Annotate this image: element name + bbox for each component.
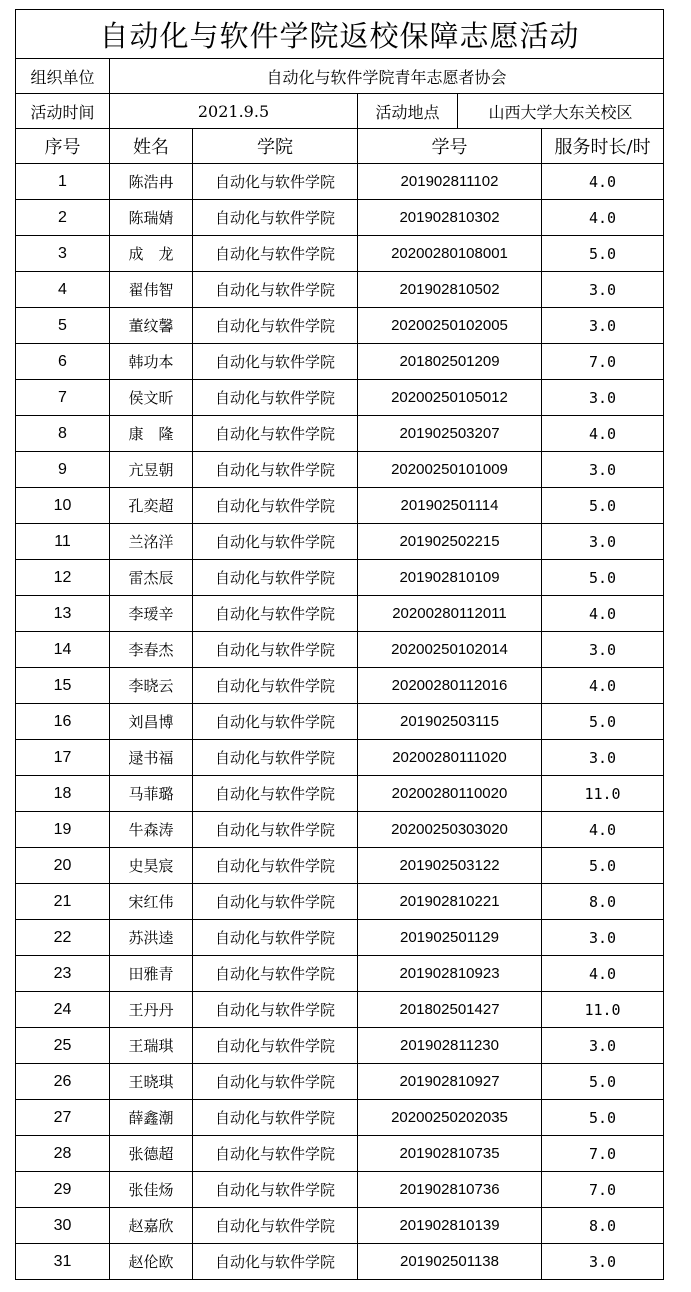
row-hours: 3.0 xyxy=(542,740,664,776)
table-row xyxy=(16,452,664,488)
row-name: 张德超 xyxy=(110,1136,193,1172)
row-college: 自动化与软件学院 xyxy=(193,956,358,992)
row-index: 19 xyxy=(16,812,110,848)
row-student-id: 20200280110020 xyxy=(358,776,542,812)
row-college: 自动化与软件学院 xyxy=(193,1064,358,1100)
row-name: 雷杰辰 xyxy=(110,560,193,596)
row-name: 李春杰 xyxy=(110,632,193,668)
row-name: 康 隆 xyxy=(110,416,193,452)
row-college: 自动化与软件学院 xyxy=(193,344,358,380)
row-index: 12 xyxy=(16,560,110,596)
row-hours: 11.0 xyxy=(542,992,664,1028)
table-row xyxy=(16,164,664,200)
row-student-id: 20200250202035 xyxy=(358,1100,542,1136)
row-index: 10 xyxy=(16,488,110,524)
row-hours: 3.0 xyxy=(542,524,664,560)
table-row xyxy=(16,956,664,992)
row-name: 李晓云 xyxy=(110,668,193,704)
table-row xyxy=(16,344,664,380)
table-row xyxy=(16,1208,664,1244)
row-name: 史昊宸 xyxy=(110,848,193,884)
row-name: 孔奕超 xyxy=(110,488,193,524)
row-student-id: 201902501138 xyxy=(358,1244,542,1280)
table-row xyxy=(16,1244,664,1280)
row-name: 王晓琪 xyxy=(110,1064,193,1100)
row-index: 2 xyxy=(16,200,110,236)
row-hours: 4.0 xyxy=(542,416,664,452)
row-hours: 5.0 xyxy=(542,488,664,524)
row-student-id: 20200250303020 xyxy=(358,812,542,848)
row-index: 4 xyxy=(16,272,110,308)
row-college: 自动化与软件学院 xyxy=(193,992,358,1028)
row-hours: 7.0 xyxy=(542,1136,664,1172)
row-index: 18 xyxy=(16,776,110,812)
header-college: 学院 xyxy=(193,129,358,164)
row-hours: 7.0 xyxy=(542,1172,664,1208)
time-value: 2021.9.5 xyxy=(110,94,358,129)
row-college: 自动化与软件学院 xyxy=(193,920,358,956)
row-college: 自动化与软件学院 xyxy=(193,1028,358,1064)
row-index: 16 xyxy=(16,704,110,740)
row-name: 薛鑫潮 xyxy=(110,1100,193,1136)
row-hours: 3.0 xyxy=(542,632,664,668)
row-student-id: 201902503115 xyxy=(358,704,542,740)
row-college: 自动化与软件学院 xyxy=(193,380,358,416)
row-index: 23 xyxy=(16,956,110,992)
volunteer-table xyxy=(15,9,664,1280)
row-hours: 7.0 xyxy=(542,344,664,380)
row-student-id: 201902810139 xyxy=(358,1208,542,1244)
time-place-row xyxy=(16,94,664,129)
row-college: 自动化与软件学院 xyxy=(193,848,358,884)
row-college: 自动化与软件学院 xyxy=(193,776,358,812)
row-student-id: 20200280108001 xyxy=(358,236,542,272)
row-college: 自动化与软件学院 xyxy=(193,1208,358,1244)
table-row xyxy=(16,632,664,668)
row-hours: 5.0 xyxy=(542,704,664,740)
row-college: 自动化与软件学院 xyxy=(193,1172,358,1208)
row-college: 自动化与软件学院 xyxy=(193,560,358,596)
row-index: 24 xyxy=(16,992,110,1028)
table-row xyxy=(16,416,664,452)
row-index: 21 xyxy=(16,884,110,920)
row-hours: 11.0 xyxy=(542,776,664,812)
row-student-id: 20200250101009 xyxy=(358,452,542,488)
row-index: 11 xyxy=(16,524,110,560)
row-hours: 4.0 xyxy=(542,596,664,632)
row-hours: 8.0 xyxy=(542,884,664,920)
row-index: 14 xyxy=(16,632,110,668)
row-student-id: 201902810221 xyxy=(358,884,542,920)
table-row xyxy=(16,920,664,956)
org-label: 组织单位 xyxy=(16,59,110,94)
table-row xyxy=(16,236,664,272)
row-college: 自动化与软件学院 xyxy=(193,416,358,452)
row-student-id: 201902503207 xyxy=(358,416,542,452)
row-hours: 3.0 xyxy=(542,272,664,308)
table-row xyxy=(16,1100,664,1136)
row-hours: 3.0 xyxy=(542,380,664,416)
row-college: 自动化与软件学院 xyxy=(193,596,358,632)
row-index: 28 xyxy=(16,1136,110,1172)
row-student-id: 20200250102014 xyxy=(358,632,542,668)
row-student-id: 201902810109 xyxy=(358,560,542,596)
row-name: 宋红伟 xyxy=(110,884,193,920)
row-name: 兰洺洋 xyxy=(110,524,193,560)
row-college: 自动化与软件学院 xyxy=(193,632,358,668)
row-index: 31 xyxy=(16,1244,110,1280)
row-college: 自动化与软件学院 xyxy=(193,164,358,200)
row-index: 9 xyxy=(16,452,110,488)
row-name: 刘昌博 xyxy=(110,704,193,740)
table-row xyxy=(16,1172,664,1208)
row-student-id: 201902810736 xyxy=(358,1172,542,1208)
row-name: 张佳炀 xyxy=(110,1172,193,1208)
row-student-id: 20200250105012 xyxy=(358,380,542,416)
row-name: 侯文昕 xyxy=(110,380,193,416)
row-index: 30 xyxy=(16,1208,110,1244)
table-row xyxy=(16,524,664,560)
row-college: 自动化与软件学院 xyxy=(193,704,358,740)
row-student-id: 201902811102 xyxy=(358,164,542,200)
table-row xyxy=(16,1028,664,1064)
row-hours: 8.0 xyxy=(542,1208,664,1244)
header-index: 序号 xyxy=(16,129,110,164)
header-name: 姓名 xyxy=(110,129,193,164)
row-name: 牛森涛 xyxy=(110,812,193,848)
row-hours: 3.0 xyxy=(542,452,664,488)
row-index: 13 xyxy=(16,596,110,632)
row-student-id: 20200250102005 xyxy=(358,308,542,344)
row-student-id: 201802501209 xyxy=(358,344,542,380)
table-row xyxy=(16,884,664,920)
row-index: 25 xyxy=(16,1028,110,1064)
row-college: 自动化与软件学院 xyxy=(193,812,358,848)
row-hours: 4.0 xyxy=(542,668,664,704)
row-name: 苏洪逵 xyxy=(110,920,193,956)
org-value: 自动化与软件学院青年志愿者协会 xyxy=(110,59,664,94)
table-row xyxy=(16,1064,664,1100)
row-student-id: 201902810502 xyxy=(358,272,542,308)
row-name: 李瑷辛 xyxy=(110,596,193,632)
row-index: 17 xyxy=(16,740,110,776)
row-hours: 5.0 xyxy=(542,1064,664,1100)
row-name: 王丹丹 xyxy=(110,992,193,1028)
sheet-title: 自动化与软件学院返校保障志愿活动 xyxy=(16,10,664,59)
row-name: 赵伦欧 xyxy=(110,1244,193,1280)
row-index: 8 xyxy=(16,416,110,452)
row-student-id: 201902810927 xyxy=(358,1064,542,1100)
row-name: 田雅青 xyxy=(110,956,193,992)
row-college: 自动化与软件学院 xyxy=(193,488,358,524)
table-row xyxy=(16,812,664,848)
row-index: 3 xyxy=(16,236,110,272)
row-name: 韩功本 xyxy=(110,344,193,380)
title-row xyxy=(16,10,664,59)
org-row xyxy=(16,59,664,94)
row-college: 自动化与软件学院 xyxy=(193,884,358,920)
row-name: 赵嘉欣 xyxy=(110,1208,193,1244)
table-row xyxy=(16,848,664,884)
row-student-id: 201902810923 xyxy=(358,956,542,992)
row-college: 自动化与软件学院 xyxy=(193,452,358,488)
row-student-id: 20200280111020 xyxy=(358,740,542,776)
row-name: 王瑞琪 xyxy=(110,1028,193,1064)
row-hours: 4.0 xyxy=(542,200,664,236)
row-hours: 3.0 xyxy=(542,1028,664,1064)
row-name: 马菲璐 xyxy=(110,776,193,812)
row-college: 自动化与软件学院 xyxy=(193,308,358,344)
row-student-id: 201902503122 xyxy=(358,848,542,884)
row-index: 7 xyxy=(16,380,110,416)
table-row xyxy=(16,380,664,416)
row-name: 董纹馨 xyxy=(110,308,193,344)
row-student-id: 201902502215 xyxy=(358,524,542,560)
row-index: 1 xyxy=(16,164,110,200)
place-label: 活动地点 xyxy=(358,94,458,129)
row-hours: 3.0 xyxy=(542,920,664,956)
row-college: 自动化与软件学院 xyxy=(193,524,358,560)
row-hours: 5.0 xyxy=(542,236,664,272)
row-name: 成 龙 xyxy=(110,236,193,272)
row-index: 20 xyxy=(16,848,110,884)
row-hours: 5.0 xyxy=(542,1100,664,1136)
row-index: 22 xyxy=(16,920,110,956)
row-index: 29 xyxy=(16,1172,110,1208)
row-index: 6 xyxy=(16,344,110,380)
row-index: 15 xyxy=(16,668,110,704)
row-hours: 4.0 xyxy=(542,812,664,848)
row-student-id: 201902501129 xyxy=(358,920,542,956)
row-student-id: 201902501114 xyxy=(358,488,542,524)
table-row xyxy=(16,596,664,632)
table-row xyxy=(16,668,664,704)
row-name: 陈瑞婧 xyxy=(110,200,193,236)
table-row xyxy=(16,200,664,236)
row-hours: 3.0 xyxy=(542,1244,664,1280)
row-student-id: 201902810302 xyxy=(358,200,542,236)
place-value: 山西大学大东关校区 xyxy=(458,94,664,129)
row-index: 5 xyxy=(16,308,110,344)
row-college: 自动化与软件学院 xyxy=(193,1100,358,1136)
row-student-id: 20200280112016 xyxy=(358,668,542,704)
table-row xyxy=(16,560,664,596)
table-row xyxy=(16,776,664,812)
row-hours: 4.0 xyxy=(542,956,664,992)
row-student-id: 201902811230 xyxy=(358,1028,542,1064)
row-college: 自动化与软件学院 xyxy=(193,668,358,704)
row-hours: 3.0 xyxy=(542,308,664,344)
row-hours: 5.0 xyxy=(542,848,664,884)
row-college: 自动化与软件学院 xyxy=(193,1244,358,1280)
row-student-id: 201902810735 xyxy=(358,1136,542,1172)
row-student-id: 20200280112011 xyxy=(358,596,542,632)
header-row xyxy=(16,129,664,164)
row-index: 26 xyxy=(16,1064,110,1100)
row-college: 自动化与软件学院 xyxy=(193,236,358,272)
row-college: 自动化与软件学院 xyxy=(193,1136,358,1172)
row-name: 逯书福 xyxy=(110,740,193,776)
header-student-id: 学号 xyxy=(358,129,542,164)
table-row xyxy=(16,704,664,740)
row-name: 翟伟智 xyxy=(110,272,193,308)
row-student-id: 201802501427 xyxy=(358,992,542,1028)
row-index: 27 xyxy=(16,1100,110,1136)
table-row xyxy=(16,740,664,776)
row-college: 自动化与软件学院 xyxy=(193,200,358,236)
table-row xyxy=(16,308,664,344)
table-row xyxy=(16,992,664,1028)
time-label: 活动时间 xyxy=(16,94,110,129)
row-hours: 4.0 xyxy=(542,164,664,200)
row-college: 自动化与软件学院 xyxy=(193,740,358,776)
table-row xyxy=(16,272,664,308)
table-row xyxy=(16,488,664,524)
table-row xyxy=(16,1136,664,1172)
row-name: 陈浩冉 xyxy=(110,164,193,200)
row-name: 亢昱朝 xyxy=(110,452,193,488)
row-college: 自动化与软件学院 xyxy=(193,272,358,308)
row-hours: 5.0 xyxy=(542,560,664,596)
header-hours: 服务时长/时 xyxy=(542,129,664,164)
